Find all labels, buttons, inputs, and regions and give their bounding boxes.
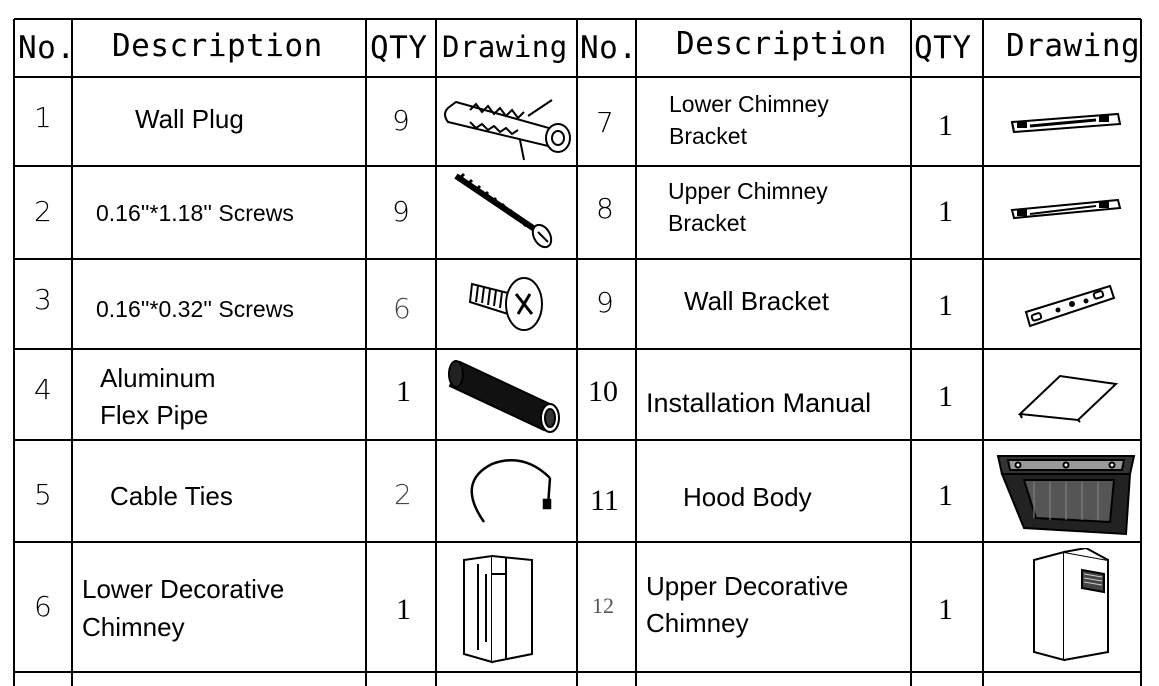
- right-row-9-no: 9: [596, 286, 614, 319]
- upper-bracket-icon: [1006, 194, 1126, 224]
- hood-body-icon: [994, 448, 1140, 538]
- header-drawing-left: Drawing: [442, 30, 568, 64]
- right-row-8-qty: 1: [938, 195, 953, 228]
- upper-chimney-icon: [1026, 548, 1116, 666]
- right-row-8-desc-line1: Upper Chimney: [668, 178, 828, 204]
- wall-bracket-icon: [1022, 276, 1118, 334]
- right-row-8-desc-line2: Bracket: [668, 210, 746, 236]
- left-row-5-desc: Cable Ties: [110, 481, 233, 511]
- cable-tie-icon: [462, 452, 562, 532]
- left-row-6-qty: 1: [396, 593, 411, 626]
- left-row-2-no: 2: [34, 195, 52, 228]
- header-qty-right: QTY: [914, 30, 972, 66]
- left-row-5-qty: 2: [394, 478, 412, 511]
- right-row-9-qty: 1: [938, 289, 953, 322]
- left-row-3-qty: 6: [393, 292, 411, 325]
- right-row-7-no: 7: [596, 106, 614, 139]
- left-row-4-desc-line2: Flex Pipe: [100, 400, 209, 430]
- header-drawing-right: Drawing: [1006, 28, 1141, 64]
- left-row-3-desc: 0.16''*0.32'' Screws: [96, 296, 294, 322]
- flex-pipe-icon: [446, 352, 568, 436]
- manual-icon: [1016, 372, 1120, 424]
- header-qty-left: QTY: [370, 30, 428, 66]
- right-row-12-desc-line2: Chimney: [646, 608, 749, 638]
- lower-bracket-icon: [1006, 108, 1126, 138]
- header-no-right: No.: [580, 30, 638, 66]
- right-row-10-qty: 1: [938, 380, 953, 413]
- left-row-1-qty: 9: [392, 104, 410, 137]
- right-row-10-no: 10: [588, 375, 618, 408]
- left-row-2-qty: 9: [392, 195, 410, 228]
- right-row-7-desc-line2: Bracket: [669, 123, 747, 149]
- right-row-11-no: 11: [590, 484, 619, 517]
- left-row-6-desc-line1: Lower Decorative: [82, 574, 285, 604]
- left-row-4-desc-line1: Aluminum: [100, 363, 216, 393]
- left-row-3-no: 3: [34, 283, 52, 316]
- wall-plug-icon: [440, 80, 574, 164]
- right-row-7-desc-line1: Lower Chimney: [669, 91, 829, 117]
- left-row-4-no: 4: [34, 373, 52, 406]
- right-row-12-desc-line1: Upper Decorative: [646, 571, 849, 601]
- header-description-left: Description: [112, 28, 323, 64]
- left-row-4-qty: 1: [396, 375, 411, 408]
- right-row-12-qty: 1: [938, 593, 953, 626]
- left-row-1-no: 1: [34, 101, 52, 134]
- right-row-8-no: 8: [596, 192, 614, 225]
- right-row-10-desc: Installation Manual: [646, 388, 872, 418]
- left-row-5-no: 5: [34, 478, 52, 511]
- right-row-11-desc: Hood Body: [683, 482, 812, 512]
- left-row-6-desc-line2: Chimney: [82, 612, 185, 642]
- header-description-right: Description: [676, 26, 887, 62]
- right-row-11-qty: 1: [938, 479, 953, 512]
- short-screw-icon: [466, 268, 548, 340]
- left-row-1-desc: Wall Plug: [135, 104, 244, 134]
- right-row-9-desc: Wall Bracket: [684, 286, 829, 316]
- long-screw-icon: [450, 170, 562, 254]
- right-row-7-qty: 1: [938, 109, 953, 142]
- lower-chimney-icon: [456, 550, 540, 668]
- header-no-left: No.: [18, 30, 76, 66]
- left-row-2-desc: 0.16''*1.18'' Screws: [96, 200, 294, 226]
- left-row-6-no: 6: [34, 590, 52, 623]
- right-row-12-no: 12: [592, 593, 614, 618]
